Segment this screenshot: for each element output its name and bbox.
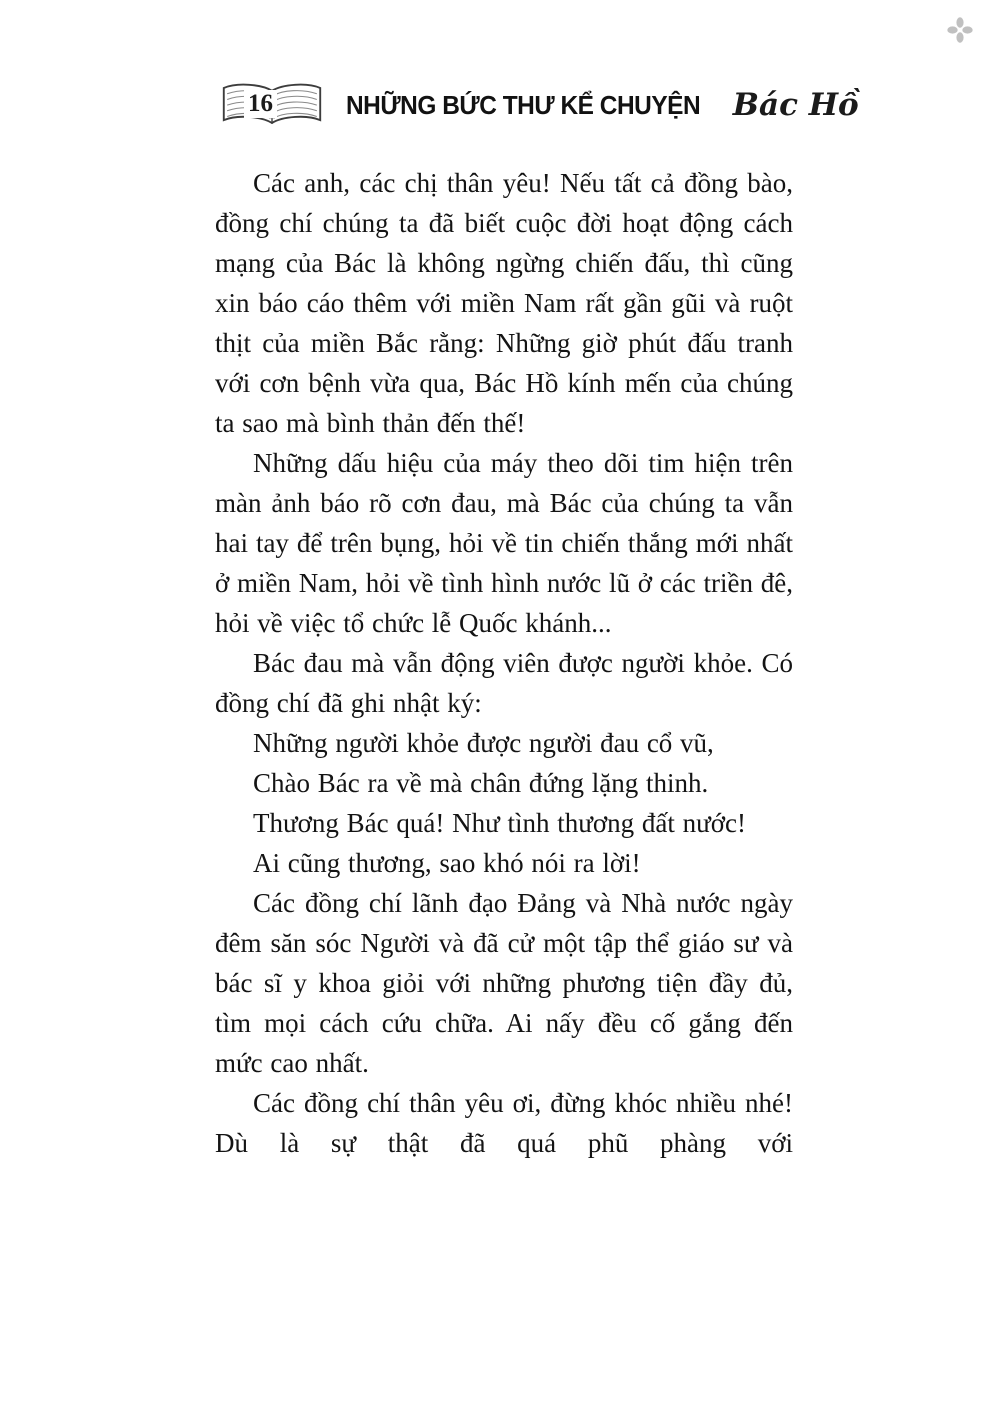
- paragraph: Các anh, các chị thân yêu! Nếu tất cả đồng bào, đồng chí chúng ta đã biết cuộc đời hoạt động cách mạng của Bác là không ngừng chiến đấu, thì cũng xin báo cáo thêm với miền Nam rất gần gũi và ruột thịt của miền Bắc rằng: Những giờ phút đấu tranh với cơn bệnh vừa qua, Bác Hồ kính mến của chúng ta sao mà bình thản đến thế!: [215, 168, 793, 438]
- book-title: NHỮNG BỨC THƯ KỂ CHUYỆN: [346, 89, 701, 120]
- page-header: [220, 80, 859, 130]
- verse-line: Thương Bác quá! Như tình thương đất nước!: [253, 808, 747, 838]
- paragraph: Bác đau mà vẫn động viên được người khỏe. Có đồng chí đã ghi nhật ký:: [215, 648, 793, 718]
- verse-line: Ai cũng thương, sao khó nói ra lời!: [253, 848, 641, 878]
- paragraph: Các đồng chí thân yêu ơi, đừng khóc nhiều nhé! Dù là sự thật đã quá phũ phàng với: [215, 1088, 793, 1158]
- text-block: [215, 163, 793, 1163]
- paragraph: Các đồng chí lãnh đạo Đảng và Nhà nước ngày đêm săn sóc Người và đã cử một tập thể giáo sư và bác sĩ y khoa giỏi với những phương tiện đầy đủ, tìm mọi cách cứu chữa. Ai nấy đều cố gắng đến mức cao nhất.: [215, 888, 793, 1078]
- verse-line: Chào Bác ra về mà chân đứng lặng thinh.: [253, 768, 709, 798]
- verse-line: Những người khỏe được người đau cổ vũ,: [253, 728, 714, 758]
- open-book-icon: [220, 80, 324, 130]
- page-number: 16: [244, 90, 277, 118]
- book-title-script: Bác Hồ: [732, 87, 859, 123]
- paragraph: Những dấu hiệu của máy theo dõi tim hiện trên màn ảnh báo rõ cơn đau, mà Bác của chúng ta vẫn hai tay để trên bụng, hỏi về tin chiến thắng mới nhất ở miền Nam, hỏi về tình hình nước lũ ở các triền đê, hỏi về việc tổ chức lễ Quốc khánh...: [215, 448, 793, 638]
- flower-ornament-icon: [946, 16, 974, 44]
